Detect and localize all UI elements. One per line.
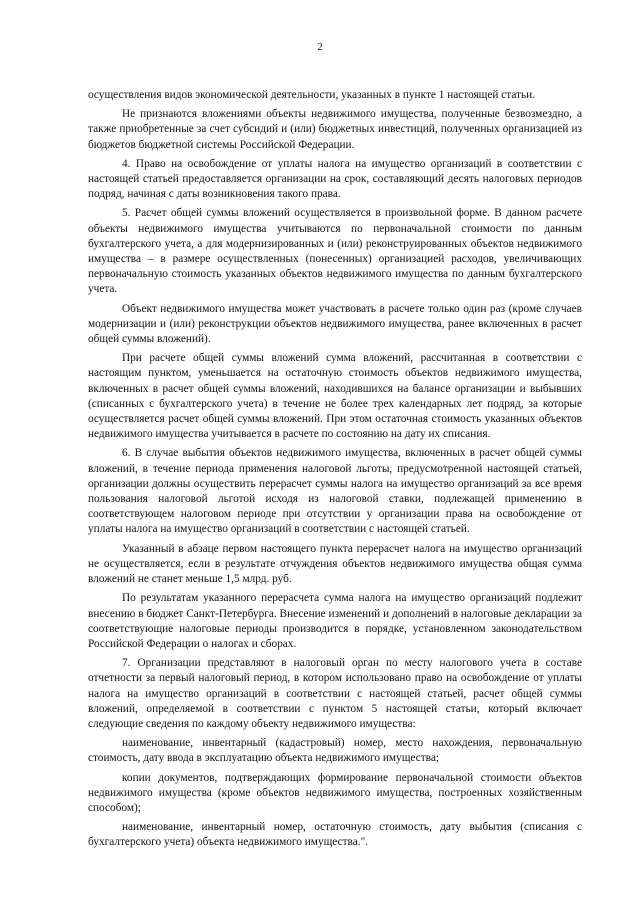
paragraph: 5. Расчет общей суммы вложений осуществляется в произвольной форме. В данном расчете объекты недвижимого имущества учитываются по первоначальной стоимости по данным бухгалтерского учета, а для модернизированных и (или) реконструированных объектов недвижимого имущества – в размере осуществленных (понесенных) организацией расходов, увеличивающих первоначальную стоимость указанных объектов недвижимого имущества по данным бухгалтерского учета.	[88, 207, 582, 296]
paragraph: 4. Право на освобождение от уплаты налога на имущество организаций в соответствии с настоящей статьей предоставляется организации на срок, составляющий десять налоговых периодов подряд, начиная с даты возникновения такого права.	[88, 157, 582, 201]
page-number: 2	[317, 41, 323, 53]
paragraph: Указанный в абзаце первом настоящего пункта перерасчет налога на имущество организаций не осуществляется, если в результате отчуждения объектов недвижимого имущества общая сумма вложений не станет меньше 1,5 млрд. руб.	[88, 542, 582, 586]
paragraph: копии документов, подтверждающих формирование первоначальной стоимости объектов недвижимого имущества (кроме объектов недвижимого имущества, построенных хозяйственным способом);	[88, 771, 582, 814]
paragraph: При расчете общей суммы вложений сумма вложений, рассчитанная в соответствии с настоящим пунктом, уменьшается на остаточную стоимость объектов недвижимого имущества, включенных в расчет общей суммы вложений, находившихся на балансе организации и выбывших (списанных с бухгалтерского учета) в течение не более трех календарных лет подряд, за которые осуществляется расчет общей суммы вложений. При этом остаточная стоимость указанных объектов недвижимого имущества учитывается в расчете по состоянию на дату их списания.	[88, 352, 582, 441]
paragraph: Не признаются вложениями объекты недвижимого имущества, полученные безвозмездно, а также приобретенные за счет субсидий и (или) бюджетных инвестиций, полученных организацией из бюджетов бюджетной системы Российской Федерации.	[88, 108, 582, 151]
paragraph: осуществления видов экономической деятельности, указанных в пункте 1 настоящей статьи.	[88, 89, 536, 101]
paragraph: наименование, инвентарный номер, остаточную стоимость, дату выбытия (списания с бухгалтерского учета) объекта недвижимого имущества.".	[88, 821, 582, 849]
paragraph: Объект недвижимого имущества может участвовать в расчете только один раз (кроме случаев модернизации и (или) реконструкции объектов недвижимого имущества, ранее включенных в расчет общей суммы вложений).	[88, 302, 582, 346]
paragraph: наименование, инвентарный (кадастровый) номер, место нахождения, первоначальную стоимость, дату ввода в эксплуатацию объекта недвижимого имущества;	[88, 737, 582, 765]
paragraph: 7. Организации представляют в налоговый орган по месту налогового учета в составе отчетности за первый налоговый период, в котором использовано право на освобождение от уплаты налога на имущество организаций в соответствии с настоящей статьей, расчет общей суммы вложений, определяемой в соответствии с пунктом 5 настоящей статьи, который включает следующие сведения по каждому объекту недвижимого имущества:	[88, 657, 582, 730]
paragraph: 6. В случае выбытия объектов недвижимого имущества, включенных в расчет общей суммы вложений, в течение периода применения налоговой льготы, предусмотренной настоящей статьей, организации должны осуществить перерасчет суммы налога на имущество организаций за все время пользования налоговой льготой исходя из налоговой ставки, подлежащей применению в соответствующем налоговом периоде при отсутствии у организации права на освобождение от уплаты налога на имущество организаций в соответствии с настоящей статьей.	[88, 447, 582, 536]
paragraph: По результатам указанного перерасчета сумма налога на имущество организаций подлежит внесению в бюджет Санкт-Петербурга. Внесение изменений и дополнений в налоговые декларации за соответствующие налоговые периоды производится в порядке, установленном законодательством Российской Федерации о налогах и сборах.	[88, 592, 582, 650]
document-body	[88, 88, 582, 855]
